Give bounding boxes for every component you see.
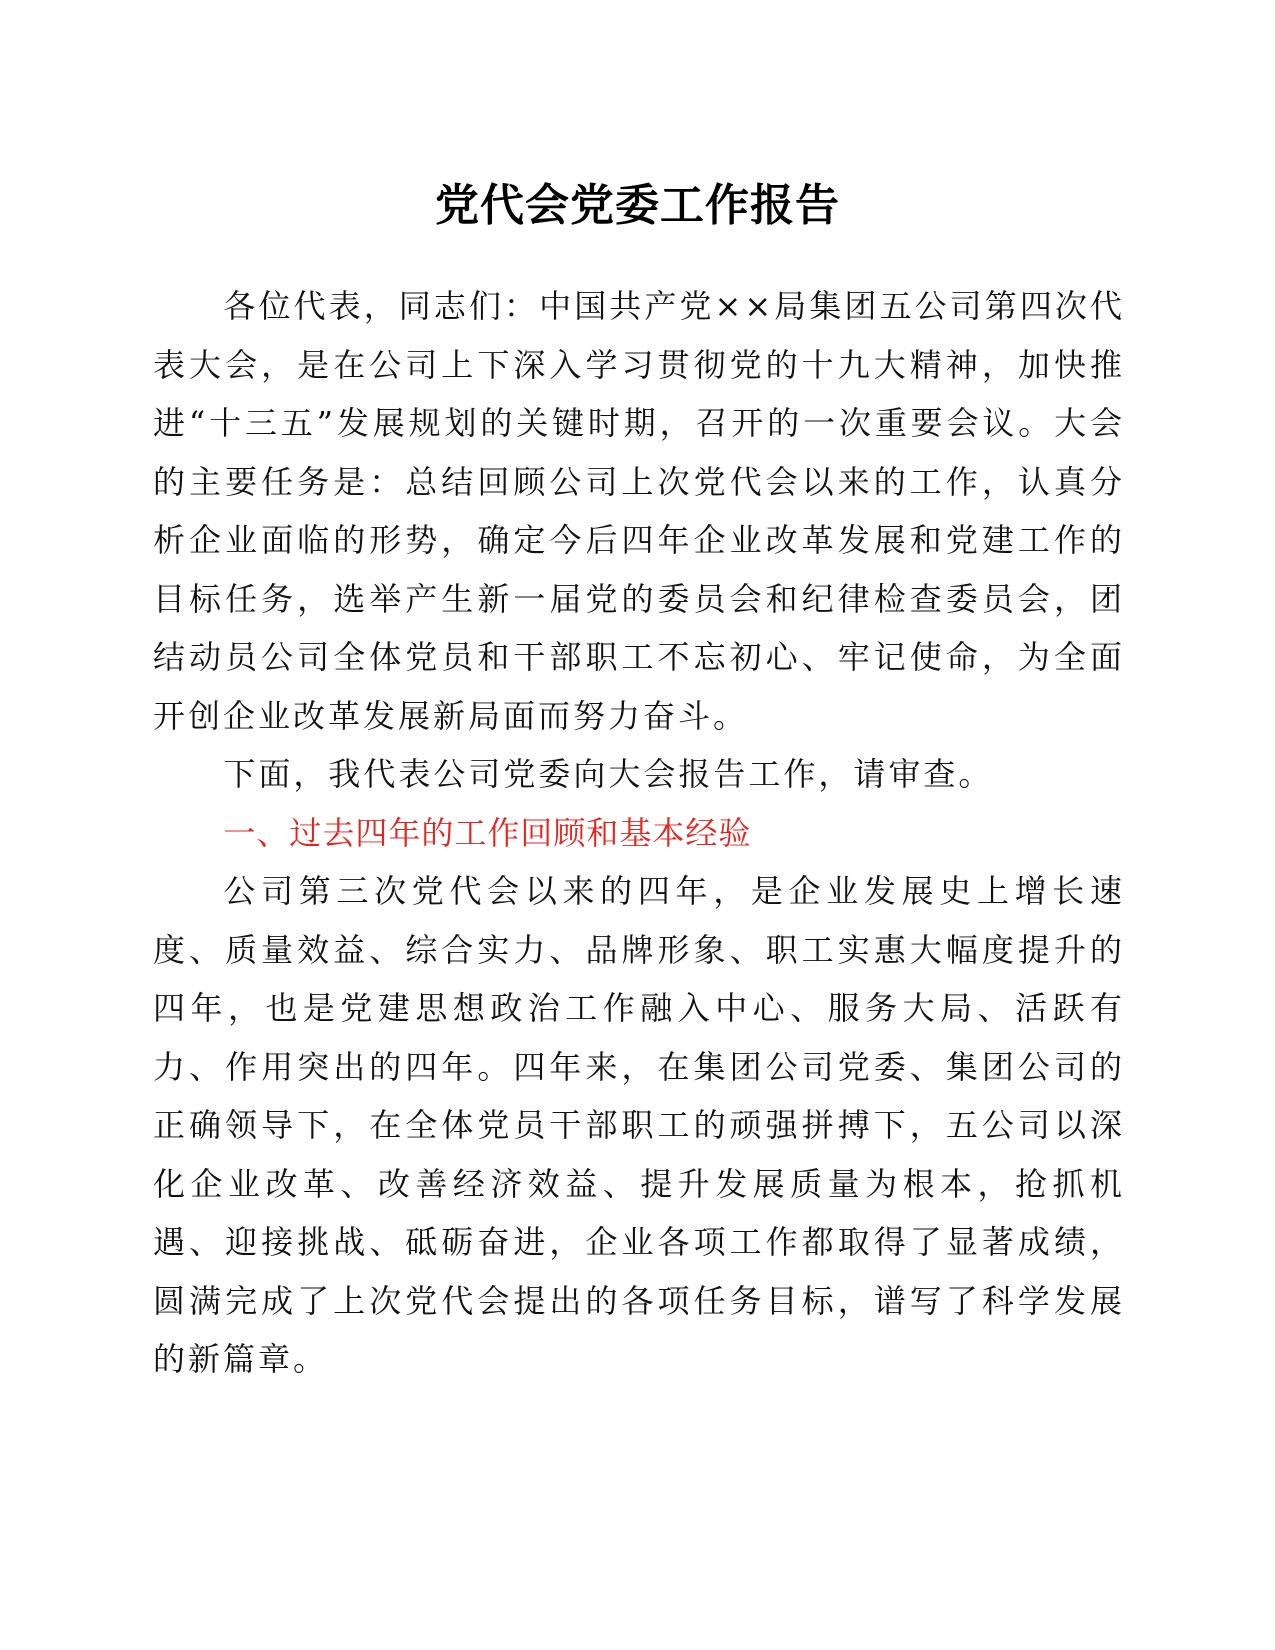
paragraph-review: 公司第三次党代会以来的四年，是企业发展史上增长速度、质量效益、综合实力、品牌形象、职工实惠大幅度提升的四年，也是党建思想政治工作融入中心、服务大局、活跃有力、作用突出的四年。四年来，在集团公司党委、集团公司的正确领导下，在全体党员干部职工的顽强拼搏下，五公司以深化企业改革、改善经济效益、提升发展质量为根本，抢抓机遇、迎接挑战、砥砺奋进，企业各项工作都取得了显著成绩，圆满完成了上次党代会提出的各项任务目标，谱写了科学发展的新篇章。	[153, 872, 1125, 1378]
paragraph-opening: 各位代表，同志们：中国共产党××局集团五公司第四次代表大会，是在公司上下深入学习贯彻党的十九大精神，加快推进“十三五”发展规划的关键时期，召开的一次重要会议。大会的主要任务是：总结回顾公司上次党代会以来的工作，认真分析企业面临的形势，确定今后四年企业改革发展和党建工作的目标任务，选举产生新一届党的委员会和纪律检查委员会，团结动员公司全体党员和干部职工不忘初心、牢记使命，为全面开创企业改革发展新局面而努力奋斗。	[153, 287, 1125, 735]
document-body	[153, 277, 1125, 1389]
document-title: 党代会党委工作报告	[435, 180, 840, 231]
section-heading: 一、过去四年的工作回顾和基本经验	[223, 813, 752, 852]
paragraph-report-intro: 下面，我代表公司党委向大会报告工作，请审查。	[223, 755, 994, 793]
